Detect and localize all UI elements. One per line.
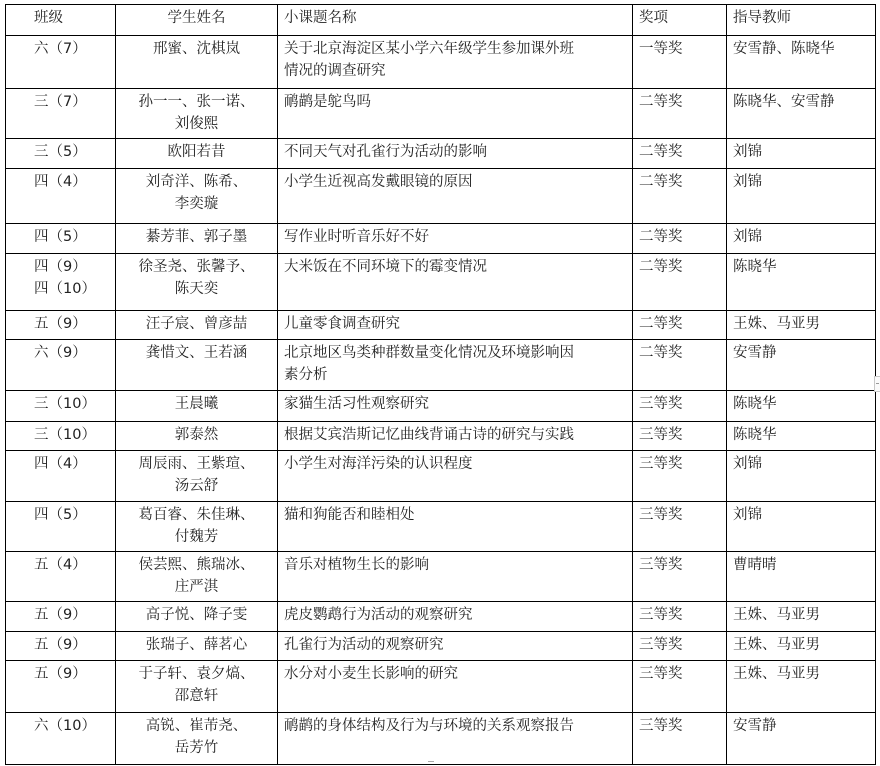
table-row [6, 552, 876, 602]
class-cell-line: 六（9） [34, 345, 87, 361]
table-row [6, 661, 876, 713]
topic-cell-line: 素分析 [284, 367, 328, 383]
topic-cell-line: 北京地区鸟类种群数量变化情况及环境影响因 [284, 345, 574, 361]
student-names-cell-line: 庄严淇 [174, 579, 219, 595]
topic-cell-line: 关于北京海淀区某小学六年级学生参加课外班 [284, 41, 574, 57]
topic-cell [278, 224, 633, 254]
student-names-cell-line: 周辰雨、王紫瑄、 [138, 456, 255, 472]
student-names-cell-line: 岳芳竹 [174, 740, 219, 756]
topic-cell-line: 根据艾宾浩斯记忆曲线背诵古诗的研究与实践 [284, 427, 574, 443]
student-names-cell [116, 311, 278, 340]
topic-cell [278, 391, 633, 422]
topic-cell [278, 311, 633, 340]
student-names-cell [116, 340, 278, 391]
table-row [6, 602, 876, 632]
teacher-cell: 曹晴晴 [727, 552, 876, 602]
award-cell: 二等奖 [633, 311, 727, 340]
student-names-cell [116, 254, 278, 311]
class-cell-line: 五（4） [34, 557, 87, 573]
student-names-cell [116, 169, 278, 224]
student-names-cell-line: 汤云舒 [174, 478, 219, 494]
class-cell [6, 89, 116, 139]
topic-cell [278, 602, 633, 632]
student-names-cell [116, 451, 278, 502]
table-row [6, 391, 876, 422]
topic-cell [278, 713, 633, 765]
student-names-cell [116, 713, 278, 765]
topic-cell [278, 340, 633, 391]
student-names-cell [116, 552, 278, 602]
table-row [6, 713, 876, 765]
class-cell-line: 四（5） [34, 507, 87, 523]
topic-cell-line: 鸸鹋的身体结构及行为与环境的关系观察报告 [284, 718, 574, 734]
header-topic: 小课题名称 [278, 5, 633, 36]
table-row [6, 169, 876, 224]
student-names-cell-line: 侯芸熙、熊瑞冰、 [138, 557, 255, 573]
student-names-cell-line: 邵意轩 [174, 688, 219, 704]
student-names-cell-line: 綦芳菲、郭子墨 [145, 229, 248, 245]
class-cell-line: 六（7） [34, 41, 87, 57]
teacher-cell: 安雪静 [727, 713, 876, 765]
class-cell-line: 三（10） [34, 427, 96, 443]
award-cell: 二等奖 [633, 224, 727, 254]
class-cell [6, 169, 116, 224]
topic-cell [278, 552, 633, 602]
table-row [6, 311, 876, 340]
topic-cell [278, 451, 633, 502]
header-teacher: 指导教师 [727, 5, 876, 36]
class-cell [6, 632, 116, 661]
teacher-cell: 王姝、马亚男 [727, 311, 876, 340]
student-names-cell [116, 602, 278, 632]
topic-cell-line: 小学生近视高发戴眼镜的原因 [284, 174, 473, 190]
class-cell [6, 552, 116, 602]
student-names-cell [116, 139, 278, 169]
student-names-cell-line: 王晨曦 [174, 396, 219, 412]
topic-cell-line: 大米饭在不同环境下的霉变情况 [284, 259, 487, 275]
award-cell: 一等奖 [633, 36, 727, 89]
class-cell-line: 四（5） [34, 229, 87, 245]
class-cell-line: 三（5） [34, 144, 87, 160]
table-row [6, 89, 876, 139]
teacher-cell: 陈晓华 [727, 254, 876, 311]
teacher-cell: 刘锦 [727, 169, 876, 224]
table-row [6, 632, 876, 661]
student-names-cell [116, 391, 278, 422]
award-cell: 三等奖 [633, 422, 727, 451]
topic-cell [278, 89, 633, 139]
topic-cell-line: 情况的调查研究 [284, 63, 386, 79]
class-cell [6, 36, 116, 89]
class-cell [6, 602, 116, 632]
class-cell [6, 422, 116, 451]
header-student-names: 学生姓名 [116, 5, 278, 36]
student-names-cell [116, 502, 278, 552]
award-cell: 三等奖 [633, 661, 727, 713]
teacher-cell: 陈晓华、安雪静 [727, 89, 876, 139]
topic-cell-line: 孔雀行为活动的观察研究 [284, 637, 444, 653]
award-cell: 三等奖 [633, 391, 727, 422]
topic-cell-line: 猫和狗能否和睦相处 [284, 507, 415, 523]
student-names-cell-line: 刘俊熙 [174, 116, 219, 132]
page-edge-marker [428, 761, 434, 766]
class-cell-line: 三（7） [34, 94, 87, 110]
class-cell [6, 224, 116, 254]
student-names-cell-line: 高子悦、降子雯 [145, 607, 248, 623]
topic-cell-line: 儿童零食调查研究 [284, 316, 400, 332]
class-cell [6, 254, 116, 311]
class-cell [6, 661, 116, 713]
student-names-cell [116, 36, 278, 89]
class-cell-line: 五（9） [34, 316, 87, 332]
margin-marker [874, 376, 880, 392]
award-cell: 二等奖 [633, 89, 727, 139]
table-row [6, 451, 876, 502]
award-cell: 三等奖 [633, 502, 727, 552]
table-row [6, 340, 876, 391]
award-cell: 二等奖 [633, 254, 727, 311]
student-names-cell-line: 邢蜜、沈棋岚 [153, 41, 240, 57]
header-class: 班级 [6, 5, 116, 36]
table-row [6, 254, 876, 311]
class-cell [6, 311, 116, 340]
class-cell-line: 四（10） [34, 281, 96, 297]
award-cell: 三等奖 [633, 713, 727, 765]
class-cell-line: 五（9） [34, 607, 87, 623]
student-names-cell [116, 224, 278, 254]
table-row [6, 139, 876, 169]
table-row [6, 422, 876, 451]
award-cell: 二等奖 [633, 169, 727, 224]
student-names-cell-line: 郭泰然 [174, 427, 219, 443]
award-cell: 二等奖 [633, 340, 727, 391]
class-cell-line: 四（9） [34, 259, 87, 275]
table-row [6, 224, 876, 254]
topic-cell-line: 虎皮鹦鹉行为活动的观察研究 [284, 607, 473, 623]
student-names-cell [116, 89, 278, 139]
teacher-cell: 安雪静、陈晓华 [727, 36, 876, 89]
class-cell [6, 340, 116, 391]
table-row [6, 36, 876, 89]
student-names-cell-line: 徐圣尧、张馨予、 [138, 259, 255, 275]
header-row [6, 5, 876, 36]
award-table [5, 4, 876, 765]
student-names-cell-line: 葛百睿、朱佳琳、 [138, 507, 255, 523]
teacher-cell: 安雪静 [727, 340, 876, 391]
teacher-cell: 刘锦 [727, 451, 876, 502]
student-names-cell-line: 汪子宸、曾彦喆 [145, 316, 248, 332]
header-award: 奖项 [633, 5, 727, 36]
student-names-cell-line: 陈天奕 [174, 281, 219, 297]
award-cell: 三等奖 [633, 451, 727, 502]
teacher-cell: 陈晓华 [727, 422, 876, 451]
award-cell: 二等奖 [633, 139, 727, 169]
topic-cell [278, 632, 633, 661]
teacher-cell: 陈晓华 [727, 391, 876, 422]
teacher-cell: 刘锦 [727, 224, 876, 254]
class-cell [6, 713, 116, 765]
class-cell-line: 四（4） [34, 456, 87, 472]
class-cell-line: 四（4） [34, 174, 87, 190]
student-names-cell [116, 632, 278, 661]
class-cell [6, 139, 116, 169]
topic-cell-line: 鸸鹋是鸵鸟吗 [284, 94, 371, 110]
topic-cell [278, 139, 633, 169]
topic-cell-line: 水分对小麦生长影响的研究 [284, 666, 458, 682]
class-cell-line: 五（9） [34, 666, 87, 682]
topic-cell [278, 169, 633, 224]
teacher-cell: 刘锦 [727, 139, 876, 169]
topic-cell-line: 不同天气对孔雀行为活动的影响 [284, 144, 487, 160]
teacher-cell: 王姝、马亚男 [727, 632, 876, 661]
class-cell [6, 391, 116, 422]
topic-cell [278, 254, 633, 311]
student-names-cell-line: 龚惜文、王若涵 [145, 345, 248, 361]
topic-cell [278, 422, 633, 451]
topic-cell-line: 家猫生活习性观察研究 [284, 396, 429, 412]
student-names-cell-line: 付魏芳 [174, 529, 219, 545]
topic-cell-line: 音乐对植物生长的影响 [284, 557, 429, 573]
topic-cell [278, 36, 633, 89]
student-names-cell-line: 于子轩、袁夕熇、 [138, 666, 255, 682]
table-row [6, 502, 876, 552]
topic-cell-line: 写作业时听音乐好不好 [284, 229, 429, 245]
class-cell-line: 六（10） [34, 718, 96, 734]
student-names-cell-line: 李奕璇 [174, 196, 219, 212]
student-names-cell-line: 孙一一、张一诺、 [138, 94, 255, 110]
student-names-cell [116, 422, 278, 451]
teacher-cell: 王姝、马亚男 [727, 661, 876, 713]
award-cell: 三等奖 [633, 632, 727, 661]
topic-cell-line: 小学生对海洋污染的认识程度 [284, 456, 473, 472]
class-cell-line: 三（10） [34, 396, 96, 412]
class-cell [6, 451, 116, 502]
teacher-cell: 王姝、马亚男 [727, 602, 876, 632]
class-cell [6, 502, 116, 552]
student-names-cell-line: 刘奇洋、陈希、 [145, 174, 248, 190]
topic-cell [278, 661, 633, 713]
student-names-cell [116, 661, 278, 713]
award-cell: 三等奖 [633, 602, 727, 632]
topic-cell [278, 502, 633, 552]
award-cell: 三等奖 [633, 552, 727, 602]
student-names-cell-line: 张瑞子、薛茗心 [145, 637, 248, 653]
teacher-cell: 刘锦 [727, 502, 876, 552]
student-names-cell-line: 欧阳若昔 [167, 144, 226, 160]
class-cell-line: 五（9） [34, 637, 87, 653]
student-names-cell-line: 高锐、崔芾尧、 [145, 718, 248, 734]
